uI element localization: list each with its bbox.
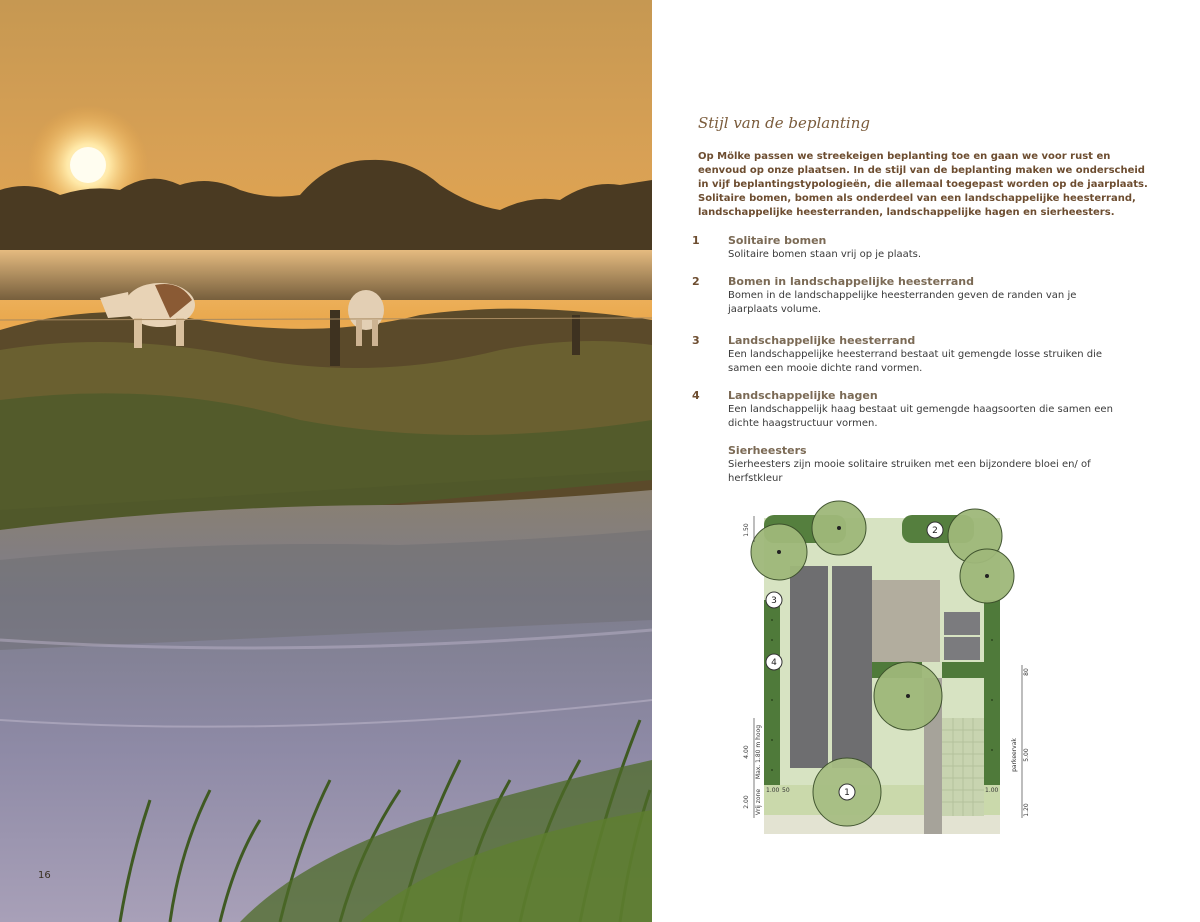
section-title: Stijl van de beplanting (698, 114, 870, 132)
plan-marker-2 (927, 522, 943, 538)
item-number: 1 (692, 234, 700, 247)
item-description: Bomen in de landschappelijke heesterranden geven de randen van je jaarplaats volume. (728, 290, 1077, 315)
plan-marker-1 (839, 784, 855, 800)
svg-text:parkeervak: parkeervak (1011, 738, 1018, 772)
plan-marker-4 (766, 654, 782, 670)
item-number: 2 (692, 275, 700, 288)
item-title: Bomen in landschappelijke heesterrand (728, 275, 975, 288)
svg-text:Max. 1.80 m hoog: Max. 1.80 m hoog (755, 724, 762, 780)
svg-text:1.00: 1.00 (766, 787, 780, 794)
svg-text:1.20: 1.20 (1023, 803, 1030, 817)
hedge-left (764, 600, 780, 785)
site-plan (732, 500, 1062, 840)
item-number: 3 (692, 334, 700, 347)
item-title: Landschappelijke heesterrand (728, 334, 916, 347)
svg-text:1.50: 1.50 (743, 523, 750, 537)
building-a (790, 566, 828, 768)
hedge-right (984, 600, 1000, 785)
terrace (872, 580, 940, 662)
svg-text:50: 50 (782, 787, 790, 794)
svg-text:4.00: 4.00 (743, 745, 750, 759)
item-number: 4 (692, 389, 700, 402)
intro-paragraph: Op Mölke passen we streekeigen beplanting toe en gaan we voor rust en eenvoud op onze plaatsen. In de stijl van de beplanting maken we onderscheid in vijf beplantingstypologieën, die allemaal toegepast worden op de jaarplaats. Solitaire bomen, bomen als onderdeel van een landschappelijke heesterrand, landschappelijke heesterranden, landschappelijke hagen en sierheesters. (698, 151, 1148, 218)
svg-text:Vrij zone: Vrij zone (755, 788, 762, 816)
svg-text:5.00: 5.00 (1023, 748, 1030, 762)
item-description: Sierheesters zijn mooie solitaire struiken met een bijzondere bloei en/ of herfstkleur (728, 459, 1091, 484)
item-description: Een landschappelijke heesterrand bestaat uit gemengde losse struiken die samen een mooie dichte rand vormen. (728, 349, 1103, 374)
svg-text:1: 1 (844, 788, 850, 798)
item-title: Solitaire bomen (728, 234, 827, 247)
svg-text:4: 4 (771, 658, 777, 668)
item-description: Solitaire bomen staan vrij op je plaats. (728, 249, 922, 260)
svg-text:2: 2 (932, 526, 938, 536)
item-description: Een landschappelijk haag bestaat uit gemengde haagsoorten die samen een dichte haagstructuur vormen. (728, 404, 1113, 429)
svg-text:3: 3 (771, 596, 777, 606)
building-b (832, 566, 872, 768)
svg-text:1.00: 1.00 (985, 787, 999, 794)
page-number: 16 (38, 870, 51, 881)
svg-text:80: 80 (1023, 668, 1030, 676)
item-title: Landschappelijke hagen (728, 389, 878, 402)
svg-text:2.00: 2.00 (743, 795, 750, 809)
item-title: Sierheesters (728, 444, 807, 457)
text-page (652, 0, 1200, 922)
plan-marker-3 (766, 592, 782, 608)
